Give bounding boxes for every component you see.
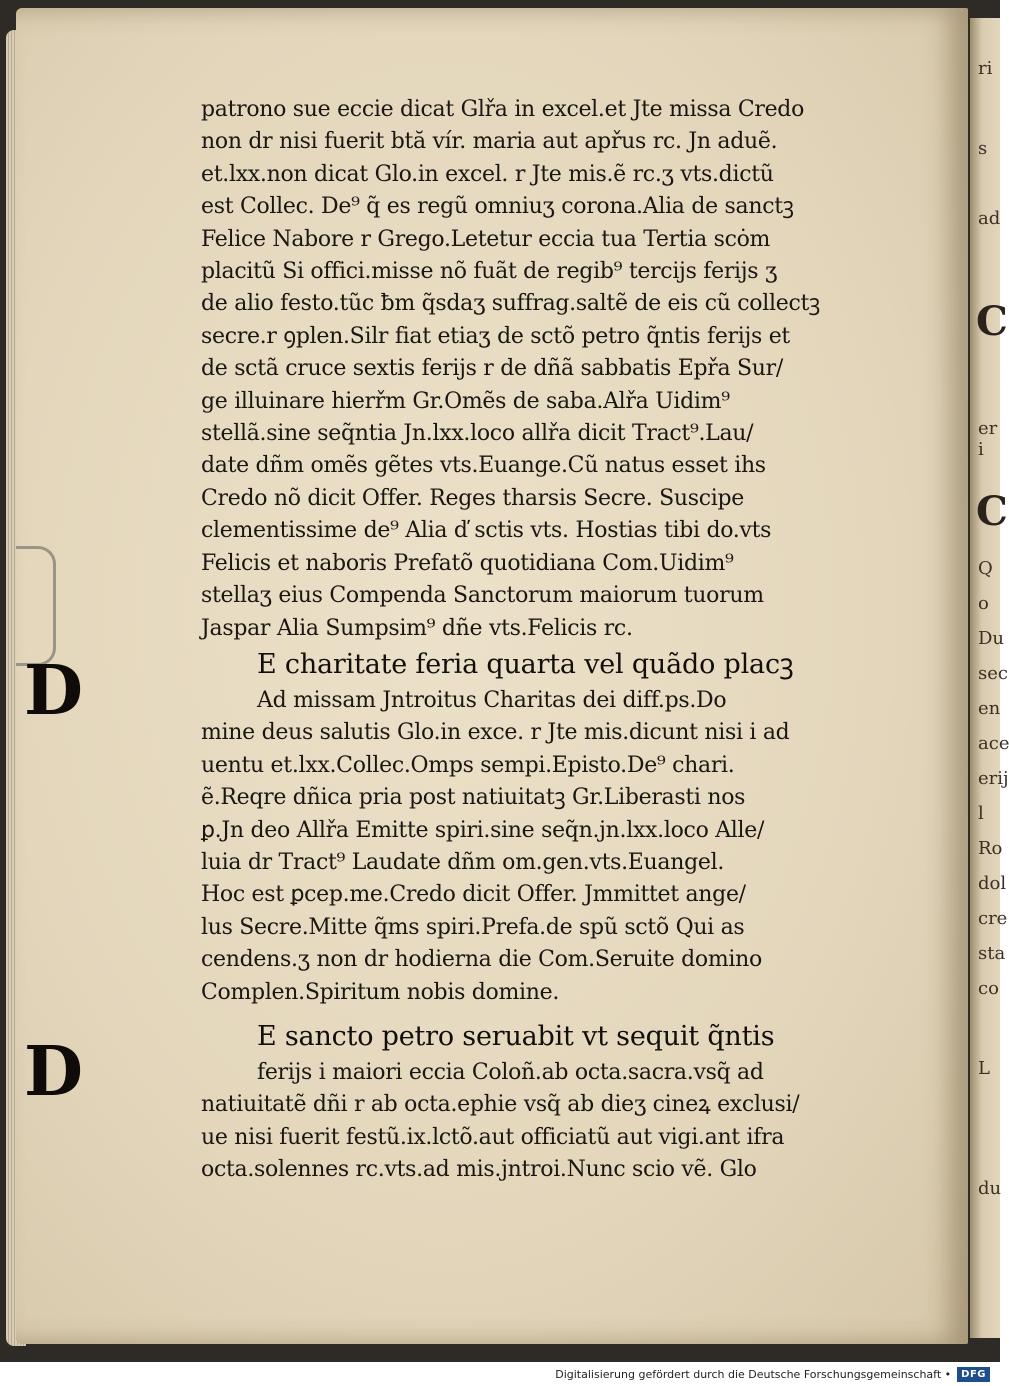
adjacent-initial: C (976, 488, 1008, 535)
adjacent-text-fragment: ace (978, 733, 1009, 754)
text-line: luia dr Tract⁹ Laudate dñm om.gen.vts.Euangel. (201, 849, 725, 875)
adjacent-text-fragment: cre (978, 908, 1008, 929)
adjacent-text-fragment: co (978, 978, 999, 999)
text-line: date dñm omẽs gẽtes vts.Euange.Cũ natus esset ihs (201, 453, 766, 479)
adjacent-text-fragment: erij (978, 768, 1009, 789)
text-line: ferijs i maiori eccia Coloñ.ab octa.sacra.vsq̃ ad (257, 1059, 764, 1085)
text-line: non dr nisi fuerit btă vír. maria aut apřus rc. Jn aduẽ. (201, 129, 778, 155)
section-heading: E charitate feria quarta vel quãdo placꝫ (257, 648, 794, 680)
book-page (16, 8, 968, 1344)
adjacent-text-fragment: ad (978, 208, 1001, 229)
text-line: ẽ.Reqre dñica pria post natiuitatꝫ Gr.Liberasti nos (201, 785, 746, 811)
decorated-initial: D (24, 1032, 83, 1112)
text-line: mine deus salutis Glo.in exce. r Jte mis.dicunt nisi i ad (201, 720, 790, 746)
section-heading: E sancto petro seruabit vt sequit q̃ntis (257, 1020, 775, 1052)
text-line: Felicis et naboris Prefatõ quotidiana Com.Uidim⁹ (201, 550, 734, 576)
text-line: Felice Nabore r Grego.Letetur eccia tua Tertia scȯm (201, 226, 771, 252)
text-line: Jaspar Alia Sumpsim⁹ dñe vts.Felicis rc. (201, 615, 633, 641)
adjacent-text-fragment: Ro (978, 838, 1003, 859)
scan-clip (16, 546, 56, 666)
adjacent-text-fragment: ri (978, 58, 993, 79)
text-line: est Collec. De⁹ q̃ es regũ omniuʒ corona.Alia de sanctꝫ (201, 194, 794, 220)
text-line: Credo nõ dicit Offer. Reges tharsis Secre. Suscipe (201, 485, 744, 511)
adjacent-text-fragment: Du (978, 628, 1005, 649)
decorated-initial: D (24, 651, 83, 731)
text-line: ge illuinare hierřm Gr.Omẽs de saba.Alřa Uidim⁹ (201, 388, 730, 414)
text-line: placitũ Si offici.misse nõ fuãt de regib⁹ tercijs ferijs ʒ (201, 259, 778, 285)
text-line: cendens.ʒ non dr hodierna die Com.Seruite domino (201, 947, 762, 973)
adjacent-text-fragment: sta (978, 943, 1006, 964)
text-line: stellã.sine seq̃ntia Jn.lxx.loco allřa dicit Tract⁹.Lau/ (201, 421, 754, 447)
footer-bar (0, 1362, 1000, 1386)
text-line: uentu et.lxx.Collec.Omps sempi.Episto.De⁹ chari. (201, 752, 735, 778)
text-column (201, 94, 956, 1187)
adjacent-text-fragment: du (978, 1178, 1002, 1199)
adjacent-text-fragment: s (978, 138, 988, 159)
adjacent-text-fragment: o (978, 593, 989, 614)
text-line: stellaʒ eius Compenda Sanctorum maiorum tuorum (201, 583, 764, 609)
adjacent-text-fragment: sec (978, 663, 1008, 684)
text-line: Hoc est ꝑcep.me.Credo dicit Offer. Jmmittet ange/ (201, 882, 746, 908)
text-line: patrono sue eccie dicat Glřa in excel.et Jte missa Credo (201, 97, 805, 122)
text-line: secre.r ꝯplen.Silr fiat etiaʒ de sctõ petro q̃ntis ferijs et (201, 323, 790, 349)
text-line: et.lxx.non dicat Glo.in excel. r Jte mis.ẽ rc.ʒ vts.dictũ (201, 161, 774, 187)
adjacent-text-fragment: en (978, 698, 1001, 719)
adjacent-text-fragment: l (978, 803, 984, 824)
text-line: ue nisi fuerit festũ.ix.lctõ.aut officiatũ aut vigi.ant ifra (201, 1124, 785, 1150)
text-line: de alio festo.tũc ƀm q̃sdaʒ suffrag.saltẽ de eis cũ collectꝫ (201, 291, 820, 317)
adjacent-text-fragment: Q (978, 558, 993, 579)
adjacent-text-fragment: L (978, 1058, 990, 1079)
adjacent-text-fragment: er i (978, 418, 998, 460)
text-line: ꝑ.Jn deo Allřa Emitte spiri.sine seq̃n.jn.lxx.loco Alle/ (201, 817, 765, 843)
adjacent-page-edge (970, 18, 1009, 1338)
text-line: clementissime de⁹ Alia ď sctis vts. Hostias tibi do.vts (201, 518, 772, 544)
text-line: Complen.Spiritum nobis domine. (201, 979, 560, 1005)
text-line: octa.solennes rc.vts.ad mis.jntroi.Nunc scio vẽ. Glo (201, 1157, 757, 1183)
text-line: Ad missam Jntroitus Charitas dei diff.ps.Do (257, 687, 727, 713)
funding-notice: Digitalisierung gefördert durch die Deutsche Forschungsgemeinschaft • (555, 1367, 952, 1381)
dfg-logo: DFG (957, 1367, 990, 1382)
text-line: natiuitatẽ dñi r ab octa.ephie vsq̃ ab dieʒ cineꝝ exclusi/ (201, 1092, 800, 1118)
adjacent-initial: C (976, 298, 1008, 345)
text-line: de sctã cruce sextis ferijs r de dñã sabbatis Epřa Sur/ (201, 356, 783, 382)
adjacent-text-fragment: dol (978, 873, 1007, 894)
text-line: lus Secre.Mitte q̃ms spiri.Prefa.de spũ sctõ Qui as (201, 914, 745, 940)
